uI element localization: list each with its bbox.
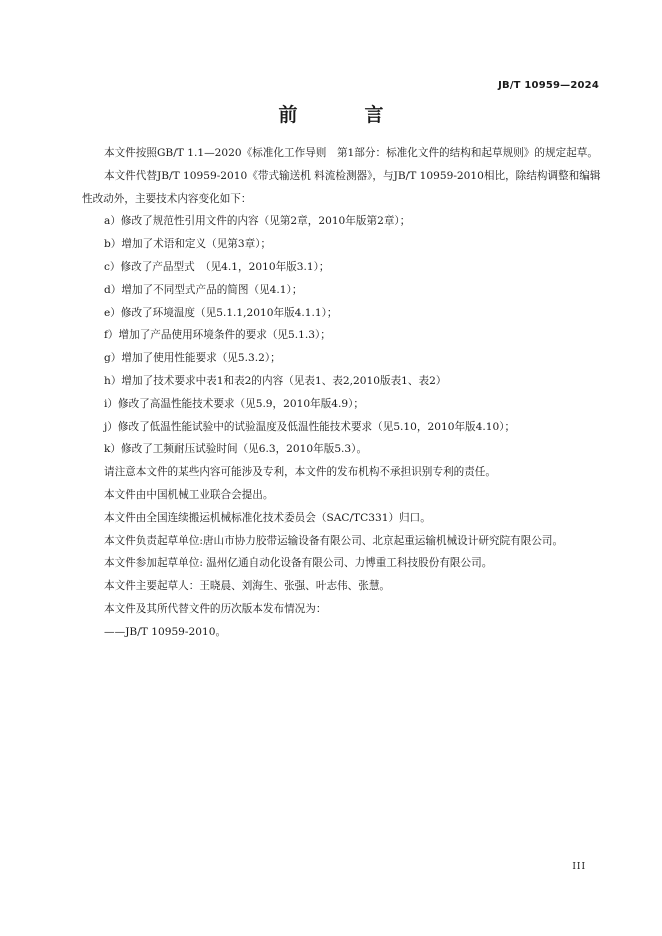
paragraph-committee: 本文件由全国连续搬运机械标准化技术委员会（SAC/TC331）归口。 — [104, 511, 431, 524]
list-item: f）增加了产品使用环境条件的要求（见5.1.3）； — [104, 329, 331, 342]
list-item: j）修改了低温性能试验中的试验温度及低温性能技术要求（见5.10，2010年版4.10）； — [104, 420, 516, 433]
paragraph-participating-drafters: 本文件参加起草单位: 温州亿通自动化设备有限公司、力博重工科技股份有限公司。 — [104, 557, 493, 570]
paragraph-drafting-basis: 本文件按照GB/T 1.1—2020《标准化工作导则 第1部分：标准化文件的结构和起草规则》的规定起草。 — [104, 147, 598, 159]
page-number: III — [572, 862, 586, 872]
paragraph-proposer: 本文件由中国机械工业联合会提出。 — [104, 488, 274, 501]
page-title: 前 言 — [278, 104, 408, 126]
paragraph-patent-notice: 请注意本文件的某些内容可能涉及专利，本文件的发布机构不承担识别专利的责任。 — [104, 466, 496, 479]
paragraph-replacement-note: 本文件代替JB/T 10959-2010《带式输送机 料流检测器》，与JB/T 10959-2010相比，除结构调整和编辑性改动外，主要技术内容变化如下： — [82, 169, 601, 205]
list-item: d）增加了不同型式产品的简图（见4.1）； — [104, 283, 303, 296]
list-item: g）增加了使用性能要求（见5.3.2）； — [104, 352, 281, 365]
list-item: a）修改了规范性引用文件的内容（见第2章，2010年版第2章）； — [104, 215, 411, 228]
foreword-body — [82, 142, 602, 644]
list-item: b）增加了术语和定义（见第3章）； — [104, 238, 272, 251]
list-item: e）修改了环境温度（见5.1.1,2010年版4.1.1）； — [104, 306, 338, 319]
paragraph-lead-drafters: 本文件负责起草单位:唐山市协力胶带运输设备有限公司、北京起重运输机械设计研究院有限公司。 — [104, 534, 564, 547]
list-item: i）修改了高温性能技术要求（见5.9，2010年版4.9）； — [104, 397, 365, 410]
list-item: h）增加了技术要求中表1和表2的内容（见表1、表2,2010版表1、表2） — [104, 374, 447, 387]
paragraph-main-drafters: 本文件主要起草人：王晓晨、刘海生、张强、叶志伟、张慧。 — [104, 580, 391, 593]
paragraph-version-history: 本文件及其所代替文件的历次版本发布情况为： — [104, 602, 327, 615]
list-item: c）修改了产品型式 （见4.1，2010年版3.1）； — [104, 260, 330, 273]
list-item: k）修改了工频耐压试验时间（见6.3，2010年版5.3）。 — [104, 443, 368, 456]
paragraph-previous-version: ——JB/T 10959-2010。 — [104, 625, 227, 638]
standard-code: JB/T 10959—2024 — [498, 80, 599, 91]
